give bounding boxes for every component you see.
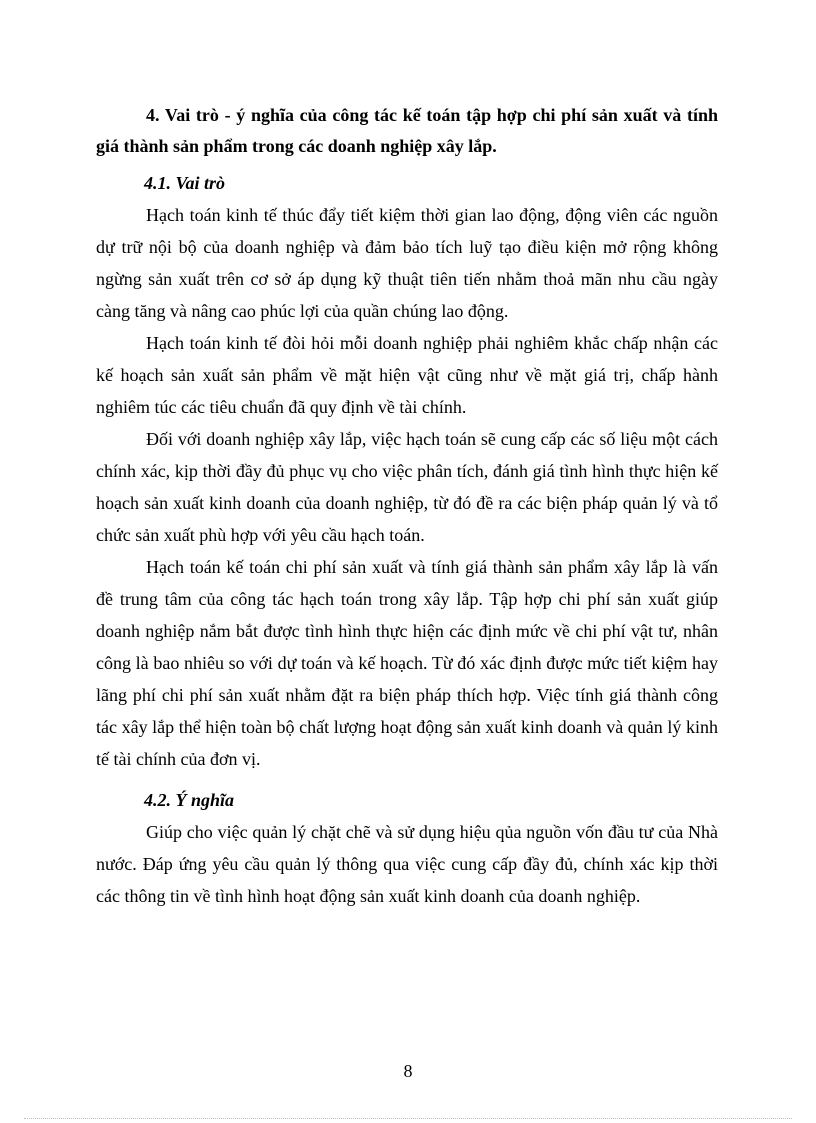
section-heading: 4. Vai trò - ý nghĩa của công tác kế toán tập hợp chi phí sản xuất và tính giá thành sản phẩm trong các doanh nghiệp xây lắp. [96, 105, 718, 156]
page-bottom-divider [24, 1118, 792, 1119]
page-number: 8 [403, 1061, 413, 1081]
paragraph-meaning-1: Giúp cho việc quản lý chặt chẽ và sử dụng hiệu qủa nguồn vốn đầu tư của Nhà nước. Đáp ứng yêu cầu quản lý thông qua việc cung cấp đầy đủ, chính xác kịp thời các thông tin về tình hình hoạt động sản xuất kinh doanh của doanh nghiệp. [96, 822, 718, 906]
paragraph-role-3: Đối với doanh nghiệp xây lắp, việc hạch toán sẽ cung cấp các số liệu một cách chính xác, kịp thời đầy đủ phục vụ cho việc phân tích, đánh giá tình hình thực hiện kế hoạch sản xuất kinh doanh của doanh nghiệp, từ đó đề ra các biện pháp quản lý và tổ chức sản xuất phù hợp với yêu cầu hạch toán. [96, 429, 718, 545]
paragraph-role-2: Hạch toán kinh tế đòi hỏi mỗi doanh nghiệp phải nghiêm khắc chấp nhận các kế hoạch sản xuất sản phẩm về mặt hiện vật cũng như về mặt giá trị, chấp hành nghiêm túc các tiêu chuẩn đã quy định về tài chính. [96, 333, 718, 417]
subsection-title-role: 4.1. Vai trò [144, 173, 226, 193]
page-content [96, 100, 718, 912]
paragraph-role-1: Hạch toán kinh tế thúc đẩy tiết kiệm thời gian lao động, động viên các nguồn dự trữ nội bộ của doanh nghiệp và đảm bảo tích luỹ tạo điều kiện mở rộng không ngừng sản xuất trên cơ sở áp dụng kỹ thuật tiên tiến nhằm thoả mãn nhu cầu ngày càng tăng và nâng cao phúc lợi của quần chúng lao động. [96, 205, 718, 321]
paragraph-role-4: Hạch toán kế toán chi phí sản xuất và tính giá thành sản phẩm xây lắp là vấn đề trung tâm của công tác hạch toán trong xây lắp. Tập hợp chi phí sản xuất giúp doanh nghiệp nắm bắt được tình hình thực hiện các định mức về chi phí vật tư, nhân công là bao nhiêu so với dự toán và kế hoạch. Từ đó xác định được mức tiết kiệm hay lãng phí chi phí sản xuất nhằm đặt ra biện pháp thích hợp. Việc tính giá thành công tác xây lắp thể hiện toàn bộ chất lượng hoạt động sản xuất kinh doanh và quản lý kinh tế tài chính của đơn vị. [96, 557, 718, 769]
subsection-title-meaning: 4.2. Ý nghĩa [144, 790, 235, 810]
